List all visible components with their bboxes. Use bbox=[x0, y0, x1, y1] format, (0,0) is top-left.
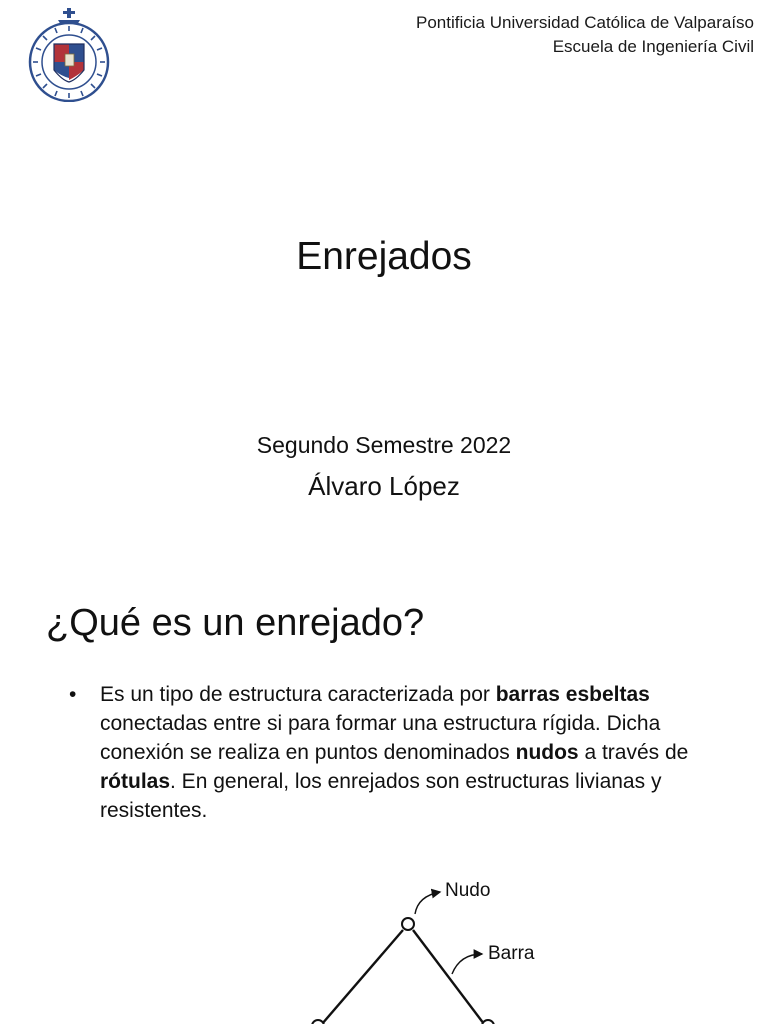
section-heading: ¿Qué es un enrejado? bbox=[46, 602, 425, 644]
semester-label: Segundo Semestre 2022 bbox=[256, 432, 512, 458]
bullet-list bbox=[66, 680, 716, 825]
bar-pointer-arrow bbox=[452, 954, 482, 974]
node-label: Nudo bbox=[445, 880, 491, 901]
bar-label: Barra bbox=[488, 943, 535, 964]
author-name: Álvaro López bbox=[308, 471, 460, 501]
bold-term-rotulas: rótulas bbox=[100, 770, 171, 793]
institution-header bbox=[416, 11, 754, 59]
truss-node-right bbox=[482, 1020, 494, 1024]
university-seal-icon bbox=[28, 8, 110, 102]
school-name: Escuela de Ingeniería Civil bbox=[552, 37, 754, 56]
bullet-marker: • bbox=[69, 683, 77, 706]
list-item bbox=[66, 680, 716, 825]
truss-bar-left bbox=[322, 930, 403, 1024]
bold-term-barras-esbeltas: barras esbeltas bbox=[495, 683, 650, 706]
bullet-text-4: . En general, los enrejados son estructuras livianas y resistentes. bbox=[100, 770, 662, 822]
bullet-text-1: Es un tipo de estructura caracterizada por bbox=[100, 683, 496, 706]
node-pointer-arrow bbox=[415, 892, 440, 914]
page-title: Enrejados bbox=[296, 235, 472, 278]
truss-bar-right bbox=[413, 930, 484, 1024]
bullet-text-2: conectadas entre si para formar una estructura rígida. Dicha conexión se realiza en puntos denominados bbox=[100, 712, 661, 764]
truss-node-top bbox=[402, 918, 414, 930]
university-name: Pontificia Universidad Católica de Valparaíso bbox=[416, 13, 754, 32]
bullet-text-3: a través de bbox=[578, 741, 689, 764]
bold-term-nudos: nudos bbox=[515, 741, 579, 764]
truss-node-left bbox=[312, 1020, 324, 1024]
